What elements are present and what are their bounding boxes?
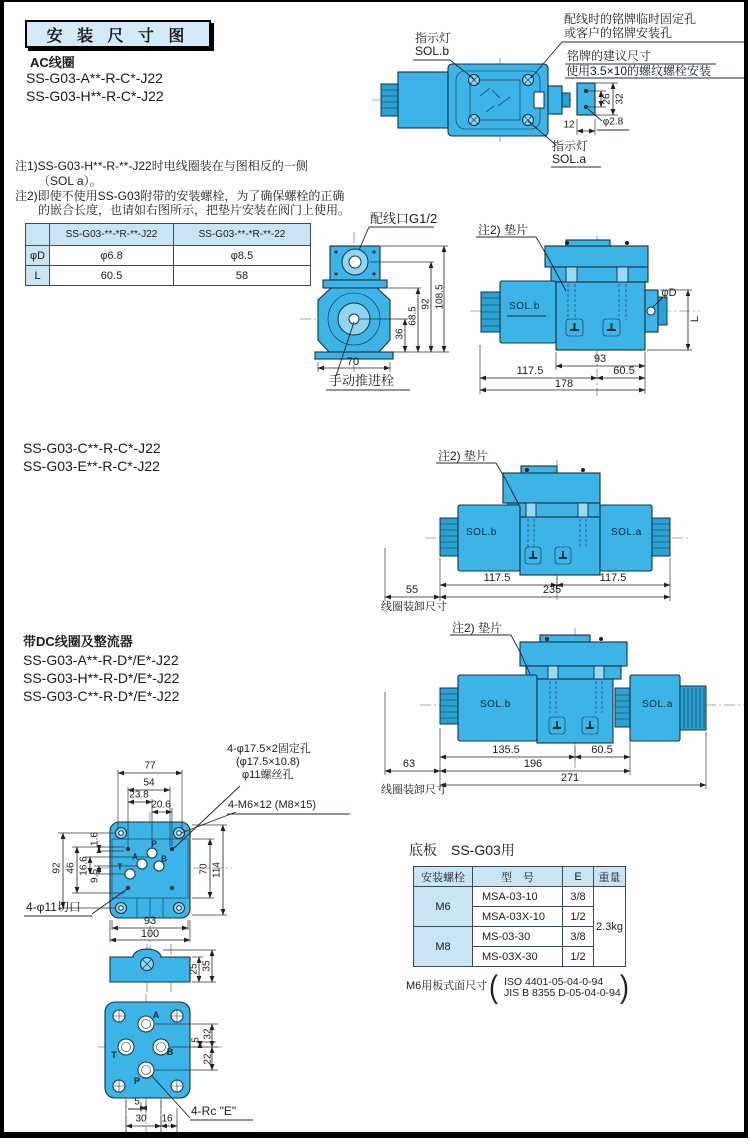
dim-77: 77 bbox=[144, 760, 156, 772]
dim-5-right: 5 bbox=[190, 1037, 202, 1043]
dim-55: 55 bbox=[405, 583, 419, 596]
dim-16: 16 bbox=[161, 1113, 173, 1125]
spec-row-l-label: L bbox=[26, 266, 50, 286]
shim-note-double-dc: 注2) 垫片 bbox=[452, 621, 503, 635]
spec-col-1: SS-G03-**-*R-**-J22 bbox=[50, 224, 174, 246]
footer-paren-left: ( bbox=[489, 969, 498, 1005]
dim-22: 22 bbox=[202, 1053, 214, 1065]
dim-93-single: 93 bbox=[593, 352, 607, 365]
dim-32: 32 bbox=[614, 93, 626, 105]
coil-spec-table bbox=[25, 223, 311, 286]
spec-phid-j22: φ6.8 bbox=[50, 246, 174, 266]
dim-117-5-single: 117.5 bbox=[516, 364, 544, 377]
note-2-line-2: 的嵌合长度，也请如右图所示，把垫片安装在阀门上使用。 bbox=[38, 203, 351, 217]
subplate-port-t: T bbox=[111, 1049, 117, 1060]
dim-108-5: 108.5 bbox=[434, 284, 446, 310]
port-a-label: A bbox=[132, 852, 138, 862]
spec-phid-22: φ8.5 bbox=[174, 246, 311, 266]
indicator-sol-a-label: 指示灯 bbox=[552, 139, 589, 153]
subplate-model-3: MS-03-30 bbox=[473, 927, 563, 947]
dim-32-sub: 32 bbox=[202, 1028, 214, 1040]
diagram-side-view-single bbox=[470, 236, 700, 396]
model-ac-1: SS-G03-A**-R-C*-J22 bbox=[26, 70, 163, 86]
spec-l-22: 58 bbox=[174, 266, 311, 286]
shim-note-double-ac: 注2) 垫片 bbox=[438, 449, 489, 463]
indicator-sol-a-name: SOL.a bbox=[552, 152, 587, 166]
callout-fixing-hole-2: (φ17.5×10.8) bbox=[236, 756, 300, 768]
sol-a-text-dc: SOL.a bbox=[642, 699, 673, 710]
dim-100: 100 bbox=[140, 927, 160, 940]
sol-a-text-ac: SOL.a bbox=[611, 527, 642, 538]
bolt-m6: M6 bbox=[414, 887, 473, 927]
dim-70: 70 bbox=[346, 355, 360, 368]
subplate-port-p: P bbox=[133, 1075, 141, 1086]
col-weight: 重量 bbox=[594, 867, 626, 887]
dim-46: 46 bbox=[65, 862, 77, 874]
subplate-e-3: 3/8 bbox=[563, 927, 594, 947]
dim-l-label: L bbox=[688, 315, 701, 323]
port-p-label: P bbox=[151, 839, 157, 849]
dim-12: 12 bbox=[563, 119, 575, 131]
note-1-line-1: 注1)SS-G03-H**-R-**-J22时电线圈装在与图相反的一侧 bbox=[15, 159, 308, 173]
callout-nameplate-hole-2: 或客户的铭牌安装孔 bbox=[564, 26, 673, 40]
port-t-label: T bbox=[117, 862, 123, 872]
model-dc-3: SS-G03-C**-R-D*/E*-J22 bbox=[23, 688, 180, 704]
dim-30: 30 bbox=[135, 1113, 147, 1125]
dim-117-5-right: 117.5 bbox=[599, 571, 627, 584]
dim-63: 63 bbox=[402, 757, 416, 770]
page-title: 安 装 尺 寸 图 bbox=[46, 27, 190, 45]
model-dc-1: SS-G03-A**-R-D*/E*-J22 bbox=[23, 652, 179, 668]
dim-9-5: 9.5 bbox=[89, 869, 101, 883]
callout-mounting-bolt: 4-M6×12 (M8×15) bbox=[228, 799, 317, 811]
dim-20-6: 20.6 bbox=[151, 799, 171, 811]
section-dc-heading: 带DC线圈及整流器 bbox=[23, 634, 133, 649]
sol-b-text-dc: SOL.b bbox=[480, 699, 511, 710]
wiring-port-label: 配线口G1/2 bbox=[370, 211, 438, 226]
dim-92-end: 92 bbox=[420, 298, 432, 310]
note-1-line-2: （SOL a）。 bbox=[38, 174, 102, 188]
spec-col-2: SS-G03-**-*R-**-22 bbox=[174, 224, 311, 246]
model-ac-2: SS-G03-H**-R-C*-J22 bbox=[26, 88, 164, 104]
sol-b-text-single: SOL.b bbox=[509, 301, 540, 312]
subplate-weight: 2.3kg bbox=[594, 887, 626, 967]
dim-70-fp: 70 bbox=[198, 863, 210, 875]
dim-135-5: 135.5 bbox=[492, 743, 520, 756]
callout-rc-ports: 4-Rc "E" bbox=[191, 1104, 237, 1118]
diagram-side-view-double-dc bbox=[385, 628, 746, 789]
manual-pin-label: 手动推进栓 bbox=[329, 373, 395, 388]
subplate-model-2: MSA-03X-10 bbox=[473, 907, 563, 927]
dim-92-fp: 92 bbox=[51, 862, 63, 874]
shim-note-single: 注2) 垫片 bbox=[478, 223, 529, 237]
dim-178: 178 bbox=[554, 377, 574, 390]
indicator-sol-b-label: 指示灯 bbox=[415, 31, 452, 45]
sol-b-text-ac: SOL.b bbox=[466, 527, 497, 538]
dim-54: 54 bbox=[143, 777, 155, 789]
dim-5-bottom: 5 bbox=[134, 1096, 140, 1108]
footer-iso-standard: ISO 4401-05-04-0-94 bbox=[504, 976, 604, 988]
coil-removal-label-dc: 线圈装卸尺寸 bbox=[381, 784, 447, 796]
spec-row-phid-label: φD bbox=[26, 246, 50, 266]
diagram-side-view-double-ac bbox=[385, 460, 690, 601]
subplate-e-2: 1/2 bbox=[563, 907, 594, 927]
model-dc-2: SS-G03-H**-R-D*/E*-J22 bbox=[23, 670, 180, 686]
dim-117-5-left: 117.5 bbox=[483, 571, 511, 584]
coil-removal-label-ac: 线圈装卸尺寸 bbox=[381, 601, 447, 613]
subplate-e-4: 1/2 bbox=[563, 947, 594, 967]
port-b-label: B bbox=[161, 854, 167, 864]
dim-36: 36 bbox=[394, 328, 406, 340]
col-e: E bbox=[563, 867, 594, 887]
bolt-m8: M8 bbox=[414, 927, 473, 967]
col-bolt: 安装螺栓 bbox=[414, 867, 473, 887]
subplate-table-heading: 底板 SS-G03用 bbox=[409, 842, 515, 858]
callout-screw-hole: φ11螺丝孔 bbox=[242, 769, 294, 781]
callout-nameplate-size: 铭牌的建议尺寸 bbox=[567, 49, 652, 63]
dim-phid-label: φD bbox=[661, 286, 677, 299]
subplate-model-1: MSA-03-10 bbox=[473, 887, 563, 907]
subplate-port-a: A bbox=[152, 1009, 160, 1020]
model-ce-2: SS-G03-E**-R-C*-J22 bbox=[23, 458, 160, 474]
page-title-box bbox=[25, 20, 211, 48]
dim-35: 35 bbox=[201, 960, 213, 972]
subplate-table bbox=[413, 866, 626, 967]
model-ce-1: SS-G03-C**-R-C*-J22 bbox=[23, 440, 161, 456]
callout-fixing-hole-1: 4-φ17.5×2固定孔 bbox=[227, 743, 311, 755]
subplate-e-1: 3/8 bbox=[563, 887, 594, 907]
dim-23-8: 23.8 bbox=[129, 789, 149, 801]
dim-271: 271 bbox=[560, 771, 580, 784]
callout-screw-note: 使用3.5×10的螺纹螺栓安装 bbox=[566, 64, 712, 78]
subplate-model-4: MS-03X-30 bbox=[473, 947, 563, 967]
dim-196: 196 bbox=[523, 757, 543, 770]
footer-paren-right: ) bbox=[620, 969, 629, 1005]
note-2-line-1: 注2)即使不使用SS-G03附带的安装螺栓，为了确保螺栓的正确 bbox=[15, 189, 345, 203]
dim-16-6: 16.6 bbox=[78, 856, 90, 876]
dim-114: 114 bbox=[211, 862, 223, 878]
dim-1-6: 1.6 bbox=[89, 832, 101, 846]
section-ac-heading: AC线圈 bbox=[30, 55, 75, 70]
dim-235: 235 bbox=[542, 583, 562, 596]
dim-25: 25 bbox=[188, 963, 200, 975]
dim-60-5-single: 60.5 bbox=[613, 364, 635, 377]
diagram-footprint bbox=[24, 770, 350, 950]
dim-68-5: 68.5 bbox=[407, 306, 419, 326]
diagram-subplate-side bbox=[110, 944, 216, 992]
callout-notch: 4-φ11切口 bbox=[26, 900, 81, 914]
dim-93-fp: 93 bbox=[143, 914, 157, 927]
footer-jis-standard: JIS B 8355 D-05-04-0-94 bbox=[504, 987, 621, 999]
dim-60-5-dc: 60.5 bbox=[591, 743, 613, 756]
footer-surface-label: M6用板式面尺寸 bbox=[406, 980, 488, 992]
indicator-sol-b-name: SOL.b bbox=[415, 44, 450, 58]
dim-26: 26 bbox=[601, 93, 613, 105]
callout-nameplate-hole-1: 配线时的铭牌临时固定孔 bbox=[564, 12, 697, 26]
subplate-port-b: B bbox=[166, 1046, 174, 1057]
spec-l-j22: 60.5 bbox=[50, 266, 174, 286]
dim-phi-2-8: φ2.8 bbox=[602, 116, 624, 128]
col-model: 型 号 bbox=[473, 867, 563, 887]
